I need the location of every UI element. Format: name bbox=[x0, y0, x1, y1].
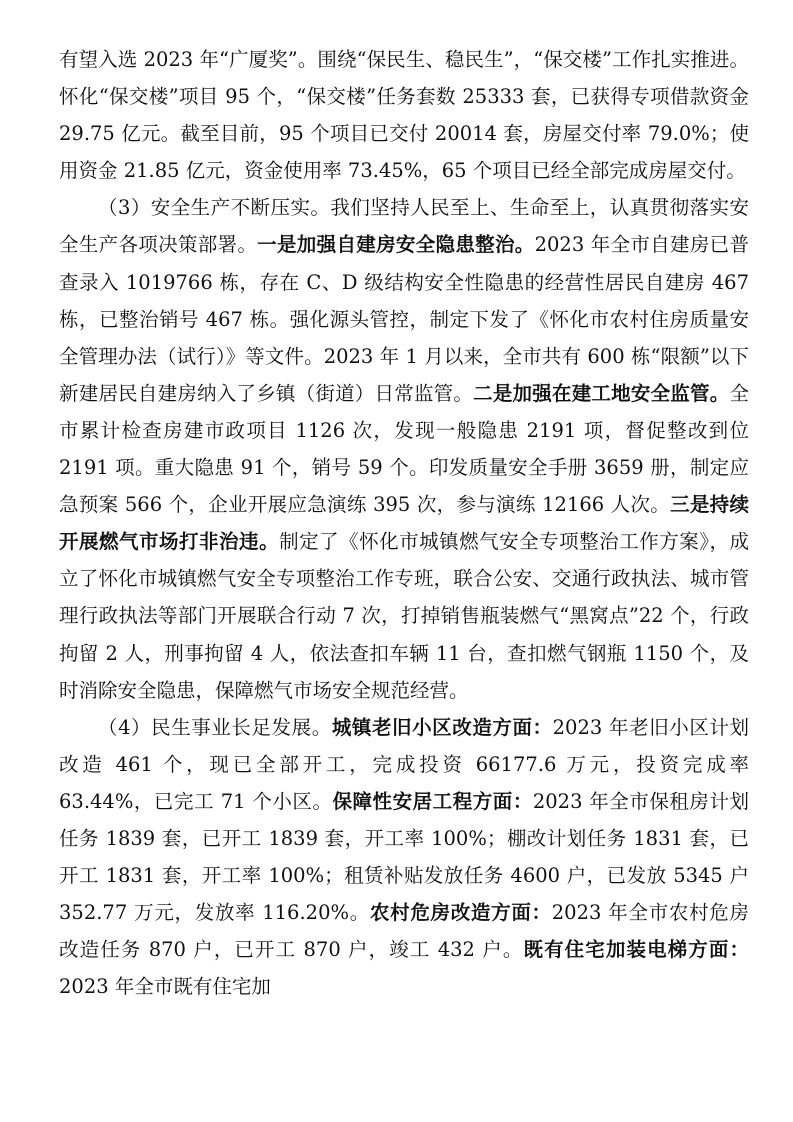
bold-heading-affordable-housing: 保障性安居工程方面： bbox=[332, 789, 533, 813]
bold-heading-rural-dilapidated-housing: 农村危房改造方面： bbox=[369, 901, 552, 925]
document-page bbox=[59, 41, 749, 1005]
paragraph-text: （4）民生事业长足发展。 bbox=[98, 715, 332, 739]
paragraph-text: 2023 年老旧小区计划改造 461 个，现已全部开工，完成投资 66177.6 万元，投资完成率 63.44%，已完工 71 个小区。 bbox=[59, 715, 749, 813]
paragraph-text: （3）安全生产不断压实。我们坚持人民至上、生命至上，认真贯彻落实安全生产各项决策部署。 bbox=[59, 196, 749, 257]
paragraph-text: 制定了《怀化市城镇燃气安全专项整治工作方案》，成立了怀化市城镇燃气安全专项整治工作专班，联合公安、交通行政执法、城市管理行政执法等部门开展联合行动 7 次，打掉销售瓶装燃气“黑窝点”22 个，行政拘留 2 人，刑事拘留 4 人，依法查扣车辆 11 台，查扣燃气钢瓶 1150 个，及时消除安全隐患，保障燃气市场安全规范经营。 bbox=[59, 530, 749, 702]
paragraph-text: 2023 年全市自建房已普查录入 1019766 栋，存在 C、D 级结构安全性隐患的经营性居民自建房 467 栋，已整治销号 467 栋。强化源头管控，制定下发了《怀化市农村住房质量安全管理办法（试行）》等文件。2023 年 1 月以来，全市共有 600 栋“限额”以下新建居民自建房纳入了乡镇（街道）日常监管。 bbox=[59, 233, 749, 405]
paragraph-livelihood bbox=[59, 709, 749, 1006]
paragraph-text: 全市累计检查房建市政项目 1126 次，发现一般隐患 2191 项，督促整改到位 2191 项。重大隐患 91 个，销号 59 个。印发质量安全手册 3659 册，制定应急预案 566 个，企业开展应急演练 395 次，参与演练 12166 人次。 bbox=[59, 381, 749, 517]
paragraph-housing-delivery bbox=[59, 41, 749, 189]
bold-heading-self-built-housing: 一是加强自建房安全隐患整治。 bbox=[257, 233, 535, 257]
bold-heading-construction-sites: 二是加强在建工地安全监管。 bbox=[473, 381, 730, 405]
paragraph-text: 2023 年全市农村危房改造任务 870 户，已开工 870 户，竣工 432 户。 bbox=[59, 901, 749, 962]
bold-heading-gas-market: 三是持续开展燃气市场打非治违。 bbox=[59, 493, 749, 554]
bold-heading-old-communities: 城镇老旧小区改造方面： bbox=[331, 715, 553, 739]
paragraph-text: 2023 年全市保租房计划任务 1839 套，已开工 1839 套，开工率 100%；棚改计划任务 1831 套，已开工 1831 套，开工率 100%；租赁补贴发放任务 4600 户，已发放 5345 户 352.77 万元，发放率 116.20%。 bbox=[59, 789, 749, 925]
bold-heading-elevator-installation: 既有住宅加装电梯方面： bbox=[523, 938, 749, 962]
paragraph-safety-production bbox=[59, 189, 749, 708]
paragraph-text: 有望入选 2023 年“广厦奖”。围绕“保民生、稳民生”，“保交楼”工作扎实推进。怀化“保交楼”项目 95 个，“保交楼”任务套数 25333 套，已获得专项借款资金 29.75 亿元。截至目前，95 个项目已交付 20014 套，房屋交付率 79.0%；使用资金 21.85 亿元，资金使用率 73.45%，65 个项目已经全部完成房屋交付。 bbox=[59, 48, 749, 183]
paragraph-text: 2023 年全市既有住宅加 bbox=[59, 975, 271, 999]
